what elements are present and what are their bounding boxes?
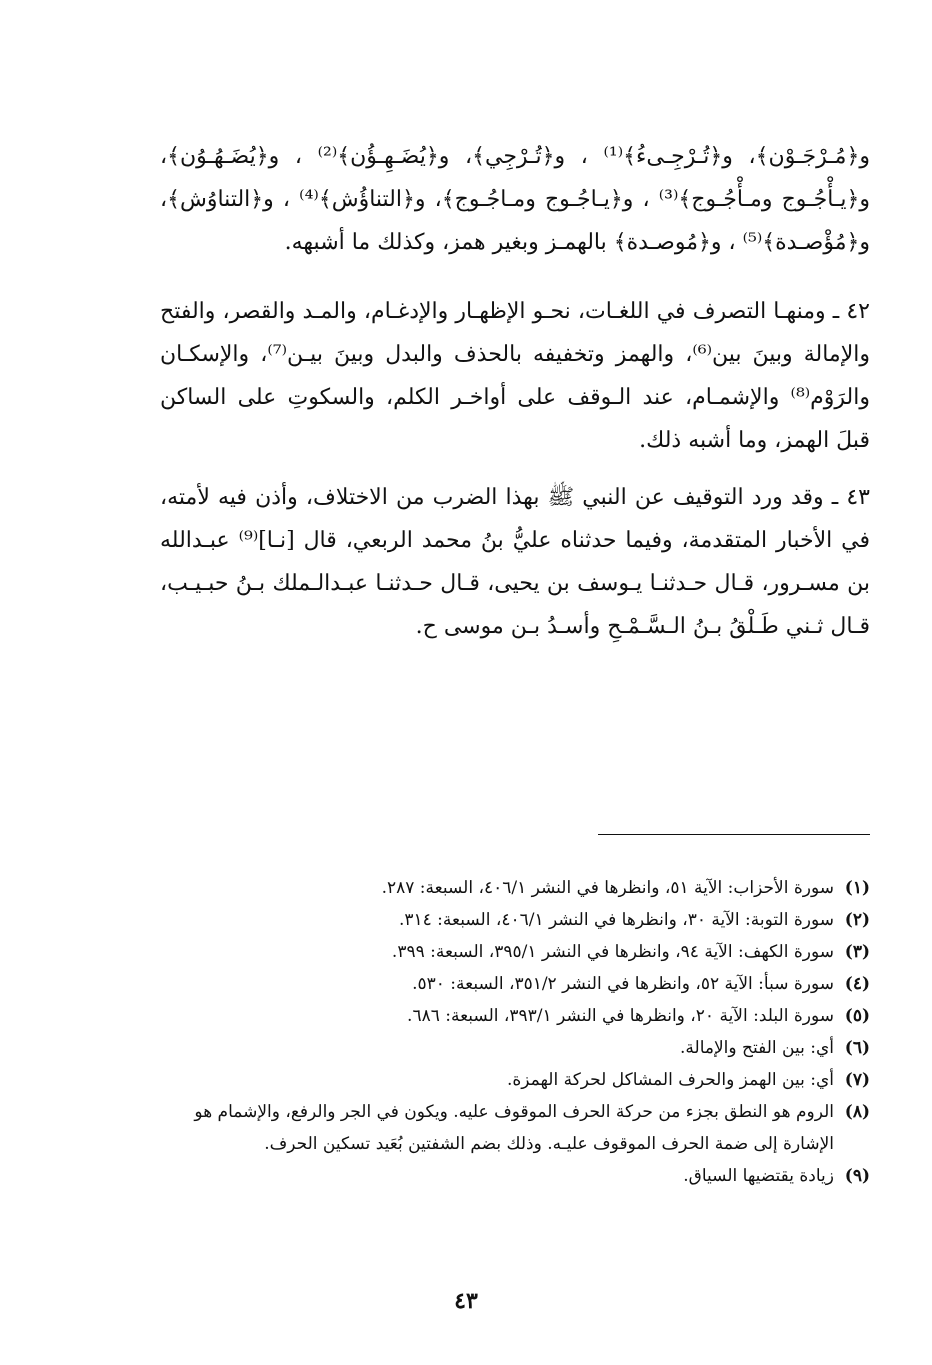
footnote-3 [180, 936, 870, 968]
footnote-number: (٩) [844, 1166, 870, 1186]
footnote-number: (٢) [844, 910, 870, 930]
footnotes [180, 872, 870, 1192]
footnote-number: (٦) [844, 1038, 870, 1058]
footnote-text: سورة الأحزاب: الآية ٥١، وانظرها في النشر ٤٠٦/١، السبعة: ٢٨٧. [381, 878, 834, 898]
footnote-8 [180, 1096, 870, 1160]
paragraph-readings-list: و﴿مُـرْجَـوْن﴾، و﴿تُـرْجِـىءُ﴾⁽¹⁾ ، و﴿تُـرْجِي﴾، و﴿يُضَـهِـؤُن﴾⁽²⁾ ، و﴿يُضَـهُـوُن﴾، و﴿يـأْجُـوج ومـأْجُـوج﴾⁽³⁾ ، و﴿يـاجُـوج ومـاجُـوج﴾، و﴿التناؤُش﴾⁽⁴⁾ ، و﴿التناوُش﴾، و﴿مُؤْصـدة﴾⁽⁵⁾ ، و﴿مُوصـدة﴾ بالهمـز وبغير همز، وكذلك ما أشبهه. [160, 144, 870, 255]
footnote-number: (١) [844, 878, 870, 898]
footnote-number: (٣) [844, 942, 870, 962]
footnote-9 [180, 1160, 870, 1192]
main-text [160, 135, 870, 662]
footnote-text: أي: بين الهمز والحرف المشاكل لحركة الهمزة. [506, 1070, 834, 1090]
footnote-5 [180, 1000, 870, 1032]
footnote-4 [180, 968, 870, 1000]
footnote-text: سورة البلد: الآية ٢٠، وانظرها في النشر ٣٩٣/١، السبعة: ٦٨٦. [407, 1006, 834, 1026]
footnote-number: (٥) [844, 1006, 870, 1026]
footnote-text: أي: بين الفتح والإمالة. [680, 1038, 834, 1058]
footnote-number: (٤) [844, 974, 870, 994]
footnote-separator [598, 834, 870, 835]
paragraph-42: ٤٢ ـ ومنهـا التصرف في اللغـات، نحـو الإظهـار والإدغـام، والمـد والقصر، والفتح والإمالة وبينَ بين⁽⁶⁾، والهمز وتخفيفه بالحذف والبدل وبينَ بيـن⁽⁷⁾، والإسكـان والرَوْم⁽⁸⁾ والإشمـام، عند الـوقف على أواخـر الكلم، والسكوتِ على الساكن قبلَ الهمز، وما أشبه ذلك. [160, 299, 871, 453]
page-number: ٤٣ [454, 1288, 478, 1314]
footnote-text: سورة التوبة: الآية ٣٠، وانظرها في النشر ٤٠٦/١، السبعة: ٣١٤. [398, 910, 834, 930]
footnote-1 [180, 872, 870, 904]
footnote-6 [180, 1032, 870, 1064]
footnote-number: (٨) [844, 1102, 870, 1122]
footnote-text: سورة الكهف: الآية ٩٤، وانظرها في النشر ٣٩٥/١، السبعة: ٣٩٩. [391, 942, 834, 962]
footnote-2 [180, 904, 870, 936]
footnote-text: الروم هو النطق بجزء من حركة الحرف الموقوف عليه. ويكون في الجر والرفع، والإشمام هو الإشارة إلى ضمة الحرف الموقوف عليـه. وذلك بضم الشفتين بُعَيد تسكين الحرف. [194, 1102, 834, 1154]
paragraph-43: ٤٣ ـ وقد ورد التوقيف عن النبي ﷺ بهذا الضرب من الاختلاف، وأذن فيه لأمته، في الأخبار المتقدمة، وفيما حدثناه عليُّ بنُ محمد الربعي، قال [نـا]⁽⁹⁾ عبـدالله بن مسـرور، قـال حـدثنـا يـوسف بن يحيى، قـال حـدثنـا عبـدالـملك بـنُ حبـيـب، قـال ثـني طَـلْقُ بـنُ الـسَّـمْـحِ وأسـدُ بـن موسى ح. [160, 485, 870, 639]
footnote-number: (٧) [844, 1070, 870, 1090]
footnote-text: سورة سبأ: الآية ٥٢، وانظرها في النشر ٣٥١/٢، السبعة: ٥٣٠. [412, 974, 834, 994]
footnote-7 [180, 1064, 870, 1096]
footnote-text: زيادة يقتضيها السياق. [683, 1166, 834, 1186]
